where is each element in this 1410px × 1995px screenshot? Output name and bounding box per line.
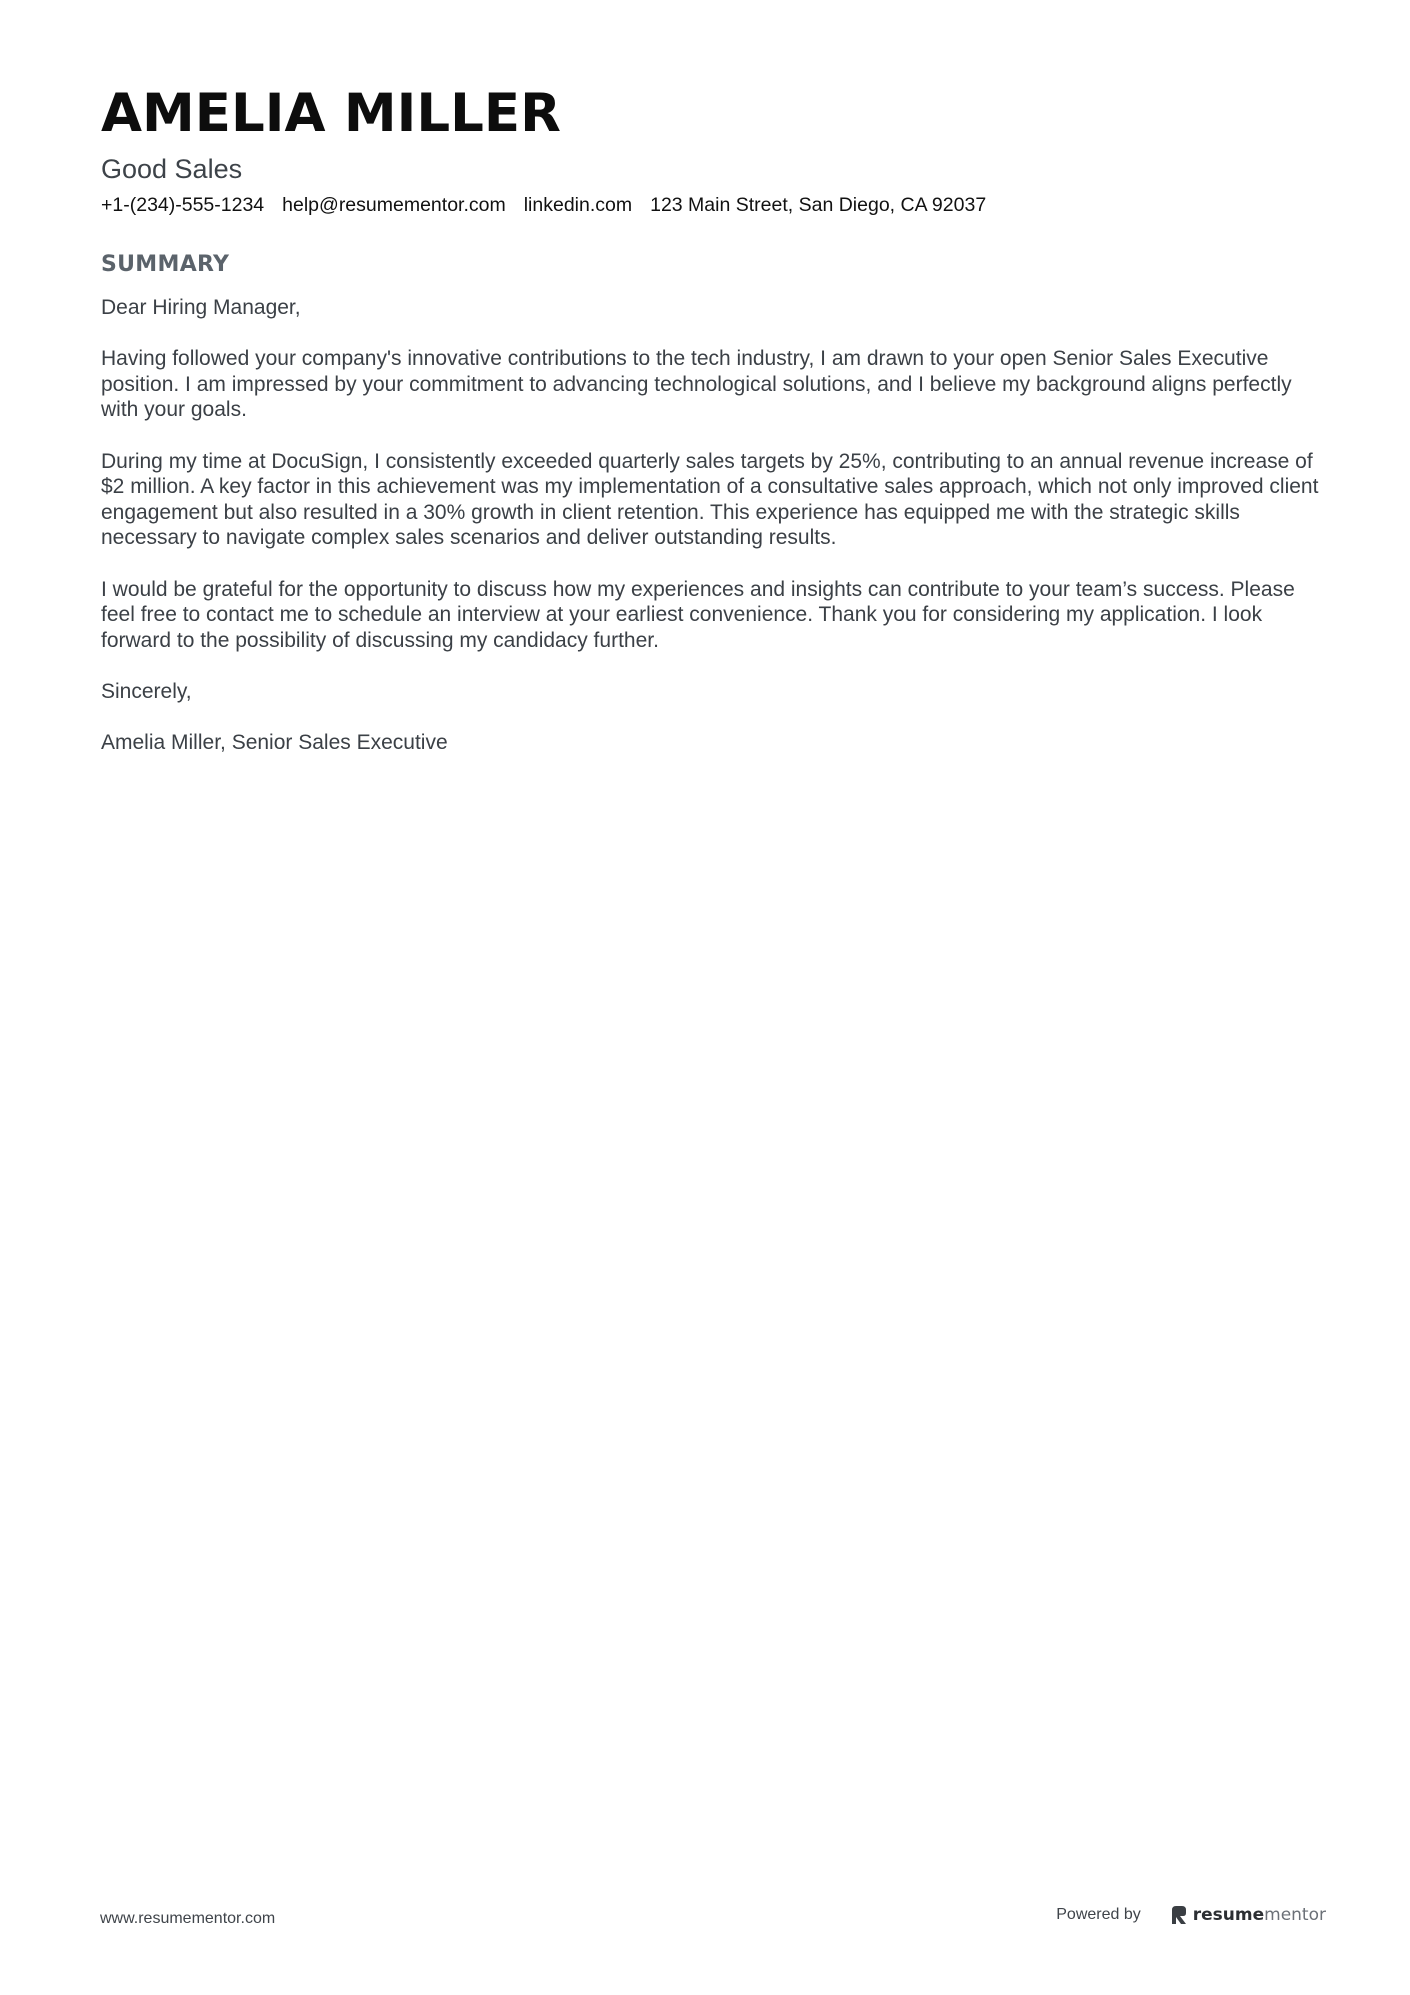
paragraph: During my time at DocuSign, I consistently exceeded quarterly sales targets by 25%, contributing to an annual revenue increase of $2 million. A key factor in this achievement was my implementation of a consultative sales approach, which not only improved client engagement but also resulted in a 30% growth in client retention. This experience has equipped me with the strategic skills necessary to navigate complex sales scenarios and deliver outstanding results. xyxy=(101,449,1319,550)
brand-name-light: mentor xyxy=(1264,1905,1326,1925)
section-title-summary: SUMMARY xyxy=(101,252,230,277)
contact-address: 123 Main Street, San Diego, CA 92037 xyxy=(650,194,987,216)
salutation: Dear Hiring Manager, xyxy=(101,296,301,319)
contact-linkedin: linkedin.com xyxy=(523,194,633,216)
candidate-headline: Good Sales xyxy=(101,154,243,184)
paragraph: I would be grateful for the opportunity to discuss how my experiences and insights can contribute to your team’s success. Please feel free to contact me to schedule an interview at your earliest convenience. Thank you for considering my application. I look forward to the possibility of discussing my candidacy further. xyxy=(101,577,1295,652)
resumementor-logo-icon xyxy=(1171,1905,1187,1925)
signature: Amelia Miller, Senior Sales Executive xyxy=(101,731,448,755)
header xyxy=(101,82,1321,218)
letter-body xyxy=(101,295,1326,781)
footer-website: www.resumementor.com xyxy=(100,1910,276,1927)
footer-branding xyxy=(1056,1905,1326,1925)
paragraph: Having followed your company's innovative contributions to the tech industry, I am drawn to your open Senior Sales Executive position. I am impressed by your commitment to advancing technological solutions, and I believe my background aligns perfectly with your goals. xyxy=(101,347,1292,422)
candidate-name: AMELIA MILLER xyxy=(101,83,561,144)
closing: Sincerely, xyxy=(101,679,192,703)
contact-info xyxy=(101,192,1321,218)
brand-name xyxy=(1193,1905,1326,1925)
contact-phone: +1-(234)-555-1234 xyxy=(101,194,265,216)
powered-by-label: Powered by xyxy=(1056,1906,1141,1923)
brand-name-bold: resume xyxy=(1192,1905,1265,1925)
contact-email: help@resumementor.com xyxy=(282,194,506,216)
brand xyxy=(1171,1905,1326,1925)
